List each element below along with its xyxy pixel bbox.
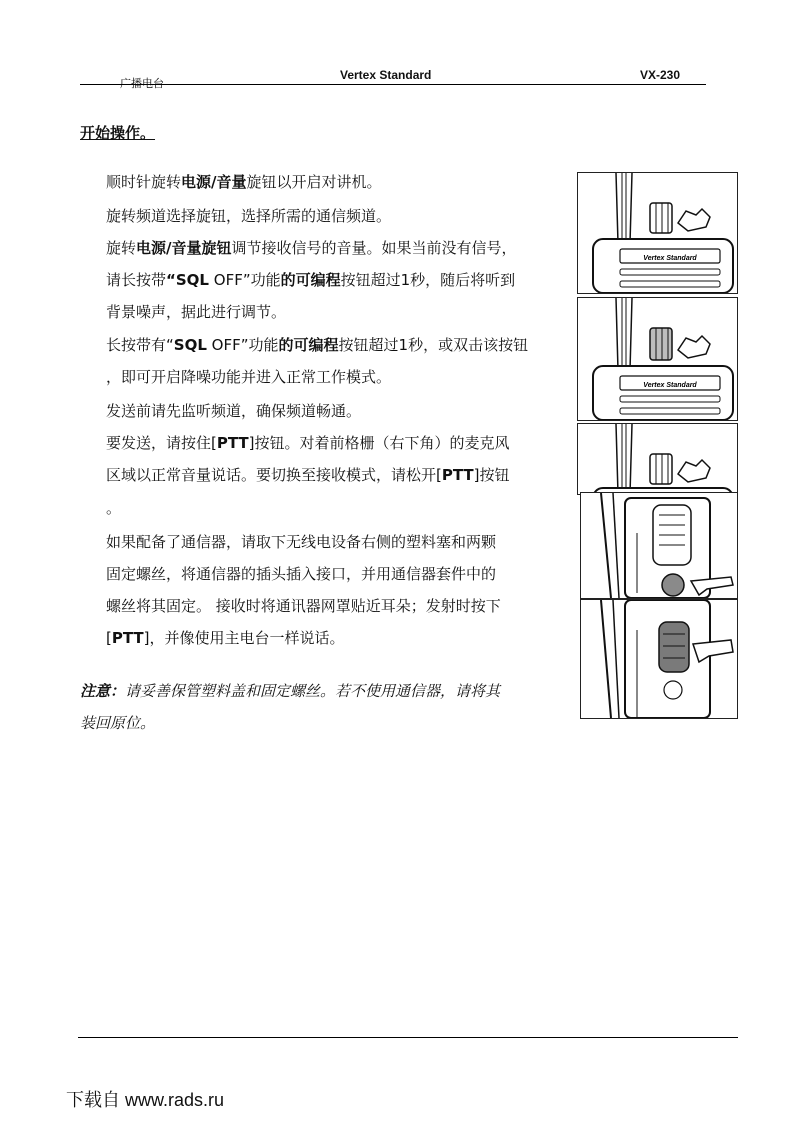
radio-side-figure-2 [580,599,738,719]
footer-source-text: 下载自 www.rads.ru [66,1090,225,1110]
radio-top-figure-2 [577,297,738,421]
body-line-5: 背景噪声，据此进行调节。 [106,303,287,321]
radio-illustration [578,173,737,293]
body-line-8: 发送前请先监听频道，确保频道畅通。 [106,402,362,420]
body-line-13: 固定螺丝，将通信器的插头插入接口，并用通信器套件中的 [106,565,497,583]
radio-illustration [578,424,737,494]
body-line-4: 请长按带“SQL OFF”功能的可编程按钮超过1秒，随后将听到 [106,271,516,289]
header-left-text: 广播电台 [120,77,164,90]
body-line-10: 区域以正常音量说话。要切换至接收模式，请松开[PTT]按钮 [106,466,510,484]
body-line-7: ，即可开启降噪功能并进入正常工作模式。 [106,368,392,386]
body-line-2: 旋转频道选择旋钮，选择所需的通信频道。 [106,207,392,225]
body-line-3: 旋转电源/音量旋钮调节接收信号的音量。如果当前没有信号， [106,239,517,257]
body-line-12: 如果配备了通信器，请取下无线电设备右侧的塑料塞和两颗 [106,533,497,551]
radio-illustration [578,298,737,420]
section-title: 开始操作。 [80,124,156,142]
footer-rule [78,1037,738,1038]
note-line-1: 注意：请妥善保管塑料盖和固定螺丝。若不使用通信器，请将其 [80,682,501,700]
radio-side-figure-1 [580,492,738,599]
brand-label: Vertex Standard [643,382,697,389]
header-rule [80,84,706,85]
body-line-15: [PTT]，并像使用主电台一样说话。 [106,629,345,647]
header-model: VX-230 [640,68,681,82]
body-line-11: 。 [106,499,122,517]
radio-top-figure-1 [577,172,738,294]
brand-label: Vertex Standard [643,255,697,262]
body-line-1: 顺时针旋转电源/音量旋钮以开启对讲机。 [106,173,382,191]
header-brand: Vertex Standard [340,68,432,82]
radio-top-figure-3 [577,423,738,495]
body-line-14: 螺丝将其固定。 接收时将通讯器网罩贴近耳朵；发射时按下 [106,597,501,615]
body-line-9: 要发送，请按住[PTT]按钮。对着前格栅（右下角）的麦克风 [106,434,510,452]
note-line-2: 装回原位。 [80,714,156,732]
radio-side-illustration [581,493,737,598]
body-line-6: 长按带有“SQL OFF”功能的可编程按钮超过1秒，或双击该按钮 [106,336,529,354]
radio-side-illustration [581,600,737,718]
